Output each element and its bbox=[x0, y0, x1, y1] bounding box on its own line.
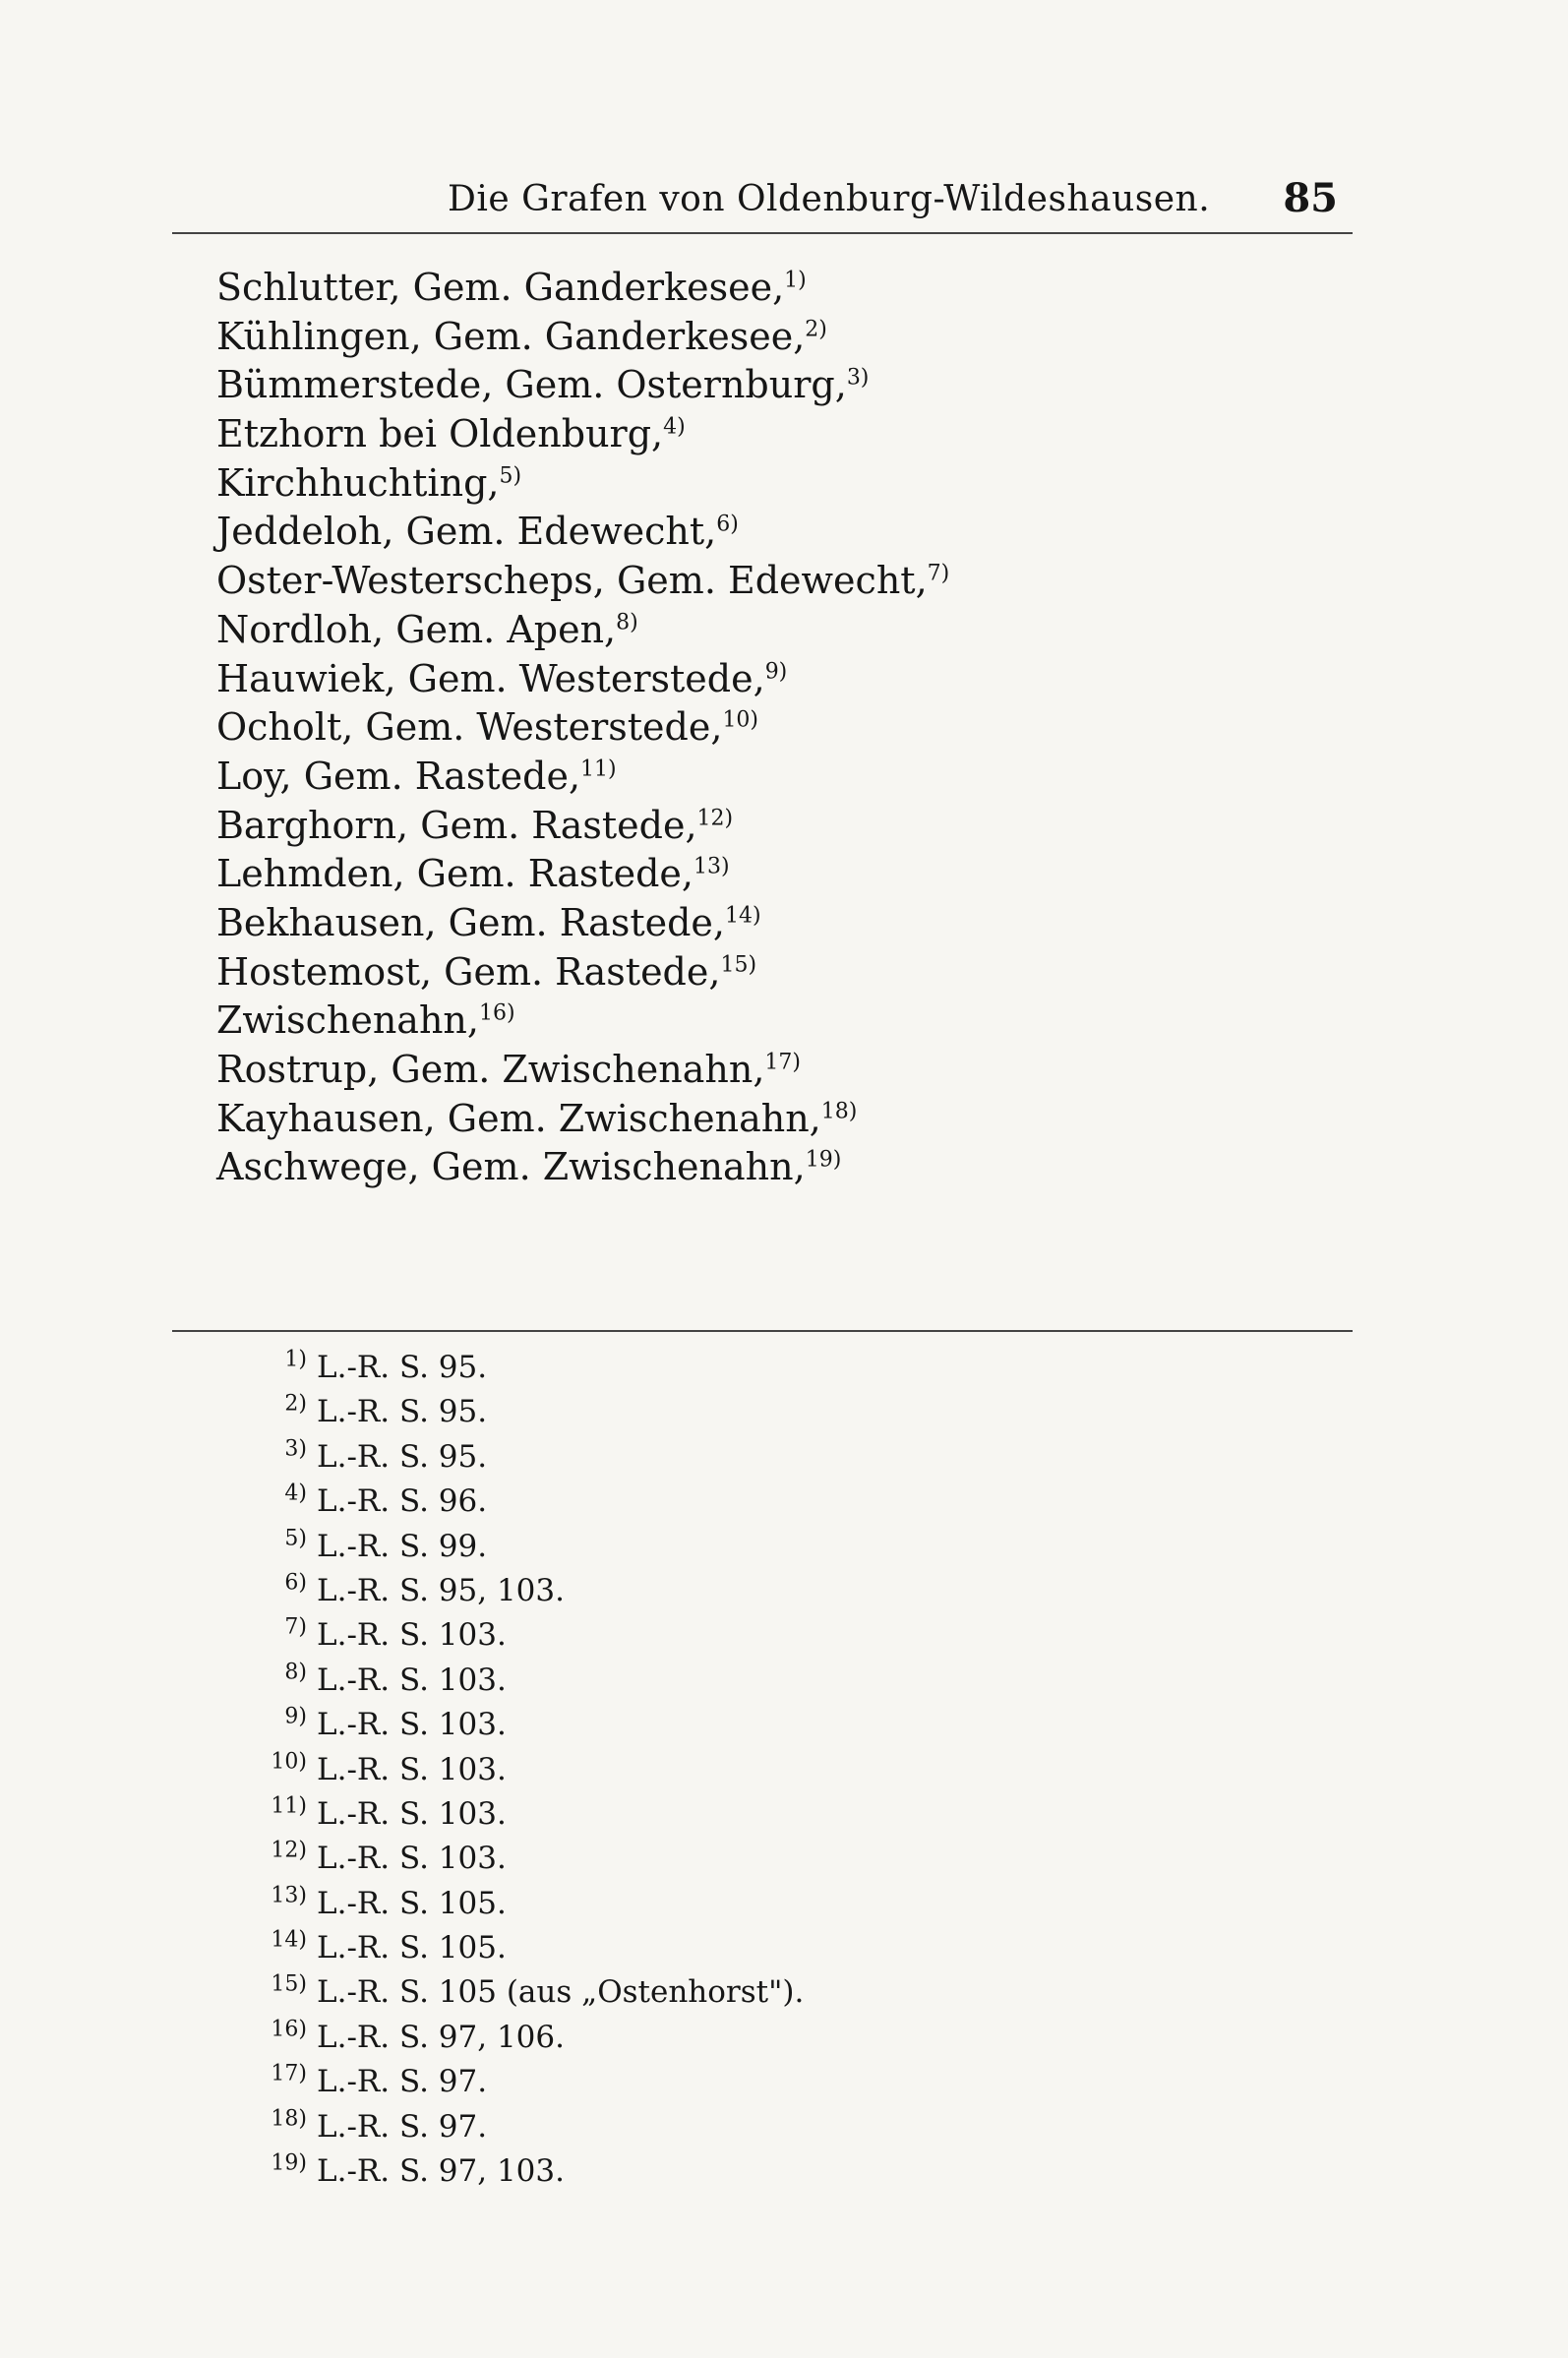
footnote-number-text: 13) bbox=[271, 1883, 307, 1908]
footnote-text: L.-R. S. 97. bbox=[317, 2064, 488, 2100]
footnote bbox=[246, 1390, 1131, 1434]
place-entry-text: Zwischenahn, bbox=[216, 998, 479, 1043]
footnote-text: L.-R. S. 97, 103. bbox=[317, 2153, 565, 2190]
footnote-number bbox=[246, 1748, 307, 1792]
place-entry-text: Hauwiek, Gem. Westerstede, bbox=[216, 656, 765, 700]
place-entry-text: Bümmerstede, Gem. Osternburg, bbox=[216, 363, 847, 407]
footnote-number-text: 3) bbox=[284, 1436, 307, 1462]
footnote-ref[interactable]: 13) bbox=[694, 854, 730, 879]
footnote-ref[interactable]: 14) bbox=[725, 903, 761, 929]
footnote-number bbox=[246, 1837, 307, 1881]
footnote bbox=[246, 1346, 1131, 1390]
footnote-number bbox=[246, 1346, 307, 1390]
footnote-number-text: 14) bbox=[271, 1927, 307, 1953]
footnote-number bbox=[246, 1703, 307, 1747]
footnote-ref[interactable]: 18) bbox=[820, 1099, 858, 1124]
footnote-ref[interactable]: 11) bbox=[580, 756, 617, 782]
footnote bbox=[246, 1480, 1131, 1524]
place-entry bbox=[216, 753, 1200, 802]
place-entry-text: Ocholt, Gem. Westerstede, bbox=[216, 705, 723, 750]
footnote-number bbox=[246, 1792, 307, 1837]
footnote-number bbox=[246, 1390, 307, 1434]
footnote-text: L.-R. S. 103. bbox=[317, 1707, 507, 1743]
footnote-text: L.-R. S. 97. bbox=[317, 2108, 488, 2145]
place-entry bbox=[216, 899, 1200, 948]
footnote-number-text: 5) bbox=[284, 1526, 307, 1551]
place-entry bbox=[216, 802, 1200, 851]
footnote-text: L.-R. S. 95. bbox=[317, 1394, 488, 1430]
footnote-number-text: 17) bbox=[271, 2061, 307, 2086]
place-entry-text: Lehmden, Gem. Rastede, bbox=[216, 852, 694, 896]
footnote-ref[interactable]: 7) bbox=[927, 561, 950, 586]
footnote bbox=[246, 1435, 1131, 1480]
place-entry-text: Loy, Gem. Rastede, bbox=[216, 754, 581, 798]
header-rule bbox=[172, 232, 1353, 234]
footnote-number bbox=[246, 1970, 307, 2015]
place-entry-text: Barghorn, Gem. Rastede, bbox=[216, 803, 697, 847]
running-header bbox=[172, 175, 1353, 232]
footnote bbox=[246, 1569, 1131, 1613]
place-entry bbox=[216, 1143, 1200, 1192]
footnote-number bbox=[246, 1525, 307, 1569]
footnote-number bbox=[246, 2149, 307, 2194]
footnote-number-text: 6) bbox=[284, 1570, 307, 1596]
footnote-ref[interactable]: 9) bbox=[764, 658, 788, 684]
footnote-text: L.-R. S. 95. bbox=[317, 1350, 488, 1385]
footnote-number bbox=[246, 2105, 307, 2149]
footnote bbox=[246, 1748, 1131, 1792]
footnote-ref[interactable]: 1) bbox=[784, 268, 807, 293]
place-entry bbox=[216, 313, 1200, 362]
place-entry bbox=[216, 459, 1200, 509]
footnote bbox=[246, 2016, 1131, 2060]
footnote-number bbox=[246, 1882, 307, 1926]
page-number: 85 bbox=[1283, 175, 1338, 221]
footnote-rule bbox=[172, 1330, 1353, 1332]
footnote-ref[interactable]: 5) bbox=[499, 463, 522, 489]
footnote-ref[interactable]: 4) bbox=[663, 414, 686, 440]
place-entry-text: Schlutter, Gem. Ganderkesee, bbox=[216, 266, 785, 309]
footnote-number bbox=[246, 1569, 307, 1613]
footnote-ref[interactable]: 8) bbox=[616, 610, 638, 635]
footnote-text: L.-R. S. 99. bbox=[317, 1528, 488, 1564]
footnote-text: L.-R. S. 105 (aus „Ostenhorst"). bbox=[317, 1974, 805, 2011]
place-entry bbox=[216, 997, 1200, 1046]
place-entry bbox=[216, 948, 1200, 998]
footnote-number-text: 10) bbox=[271, 1749, 307, 1775]
footnote bbox=[246, 2149, 1131, 2194]
footnote-text: L.-R. S. 103. bbox=[317, 1662, 507, 1698]
footnote-ref[interactable]: 12) bbox=[696, 805, 734, 830]
footnote-number bbox=[246, 1435, 307, 1480]
footnote bbox=[246, 1882, 1131, 1926]
footnote bbox=[246, 1659, 1131, 1703]
footnote-text: L.-R. S. 105. bbox=[317, 1930, 507, 1966]
footnote-number bbox=[246, 2016, 307, 2060]
footnote-number-text: 12) bbox=[271, 1838, 307, 1863]
place-entry-text: Bekhausen, Gem. Rastede, bbox=[216, 900, 725, 944]
place-entry-text: Oster-Westerscheps, Gem. Edewecht, bbox=[216, 559, 928, 603]
footnote bbox=[246, 1970, 1131, 2015]
place-entry bbox=[216, 1095, 1200, 1144]
place-entry bbox=[216, 557, 1200, 606]
footnote-text: L.-R. S. 95, 103. bbox=[317, 1572, 565, 1608]
footnote-number bbox=[246, 2060, 307, 2104]
footnote-text: L.-R. S. 105. bbox=[317, 1885, 507, 1921]
footnote-text: L.-R. S. 103. bbox=[317, 1751, 507, 1787]
footnote-ref[interactable]: 6) bbox=[716, 512, 739, 537]
running-title: Die Grafen von Oldenburg-Wildeshausen. bbox=[448, 179, 1211, 219]
footnote bbox=[246, 2060, 1131, 2104]
footnote-list bbox=[246, 1346, 1131, 2194]
footnote-number bbox=[246, 1926, 307, 1970]
footnote-text: L.-R. S. 103. bbox=[317, 1795, 507, 1832]
footnote-number-text: 7) bbox=[284, 1615, 307, 1641]
place-entry bbox=[216, 410, 1200, 459]
footnote-ref[interactable]: 19) bbox=[805, 1147, 842, 1173]
footnote-ref[interactable]: 15) bbox=[720, 951, 757, 977]
place-entry-text: Kayhausen, Gem. Zwischenahn, bbox=[216, 1096, 821, 1140]
footnote-number-text: 15) bbox=[271, 1972, 307, 1998]
footnote bbox=[246, 1703, 1131, 1747]
place-entry-text: Rostrup, Gem. Zwischenahn, bbox=[216, 1048, 765, 1091]
footnote bbox=[246, 2105, 1131, 2149]
place-entry-text: Kirchhuchting, bbox=[216, 460, 500, 505]
footnote bbox=[246, 1792, 1131, 1837]
footnote bbox=[246, 1525, 1131, 1569]
place-entry-text: Kühlingen, Gem. Ganderkesee, bbox=[216, 314, 806, 358]
footnote-ref[interactable]: 3) bbox=[846, 365, 870, 391]
footnote-number-text: 1) bbox=[284, 1347, 307, 1372]
footnote-number-text: 4) bbox=[284, 1481, 307, 1506]
footnote-ref[interactable]: 16) bbox=[478, 1000, 515, 1026]
footnote-ref[interactable]: 17) bbox=[764, 1050, 801, 1075]
place-entry bbox=[216, 264, 1200, 313]
footnote-number-text: 18) bbox=[271, 2106, 307, 2132]
place-entry-text: Aschwege, Gem. Zwischenahn, bbox=[216, 1145, 806, 1189]
footnote-text: L.-R. S. 97, 106. bbox=[317, 2019, 565, 2055]
footnote-number-text: 9) bbox=[284, 1704, 307, 1729]
footnote-ref[interactable]: 2) bbox=[805, 317, 827, 342]
footnote-number-text: 8) bbox=[284, 1660, 307, 1685]
footnote bbox=[246, 1837, 1131, 1881]
place-entry-text: Nordloh, Gem. Apen, bbox=[216, 607, 617, 651]
place-entry-text: Jeddeloh, Gem. Edewecht, bbox=[216, 510, 717, 554]
footnote-number bbox=[246, 1613, 307, 1658]
footnote-ref[interactable]: 10) bbox=[722, 707, 759, 733]
place-entry bbox=[216, 850, 1200, 899]
footnote-number-text: 19) bbox=[271, 2150, 307, 2176]
footnote-number bbox=[246, 1480, 307, 1524]
place-entry bbox=[216, 703, 1200, 753]
footnote-text: L.-R. S. 95. bbox=[317, 1438, 488, 1475]
footnote bbox=[246, 1926, 1131, 1970]
footnote bbox=[246, 1613, 1131, 1658]
footnote-text: L.-R. S. 96. bbox=[317, 1483, 488, 1520]
place-entry-text: Etzhorn bei Oldenburg, bbox=[216, 412, 664, 456]
place-entry bbox=[216, 1046, 1200, 1095]
footnote-text: L.-R. S. 103. bbox=[317, 1617, 507, 1654]
footnote-number-text: 16) bbox=[271, 2017, 307, 2042]
place-entry-text: Hostemost, Gem. Rastede, bbox=[216, 949, 721, 994]
footnote-text: L.-R. S. 103. bbox=[317, 1841, 507, 1877]
footnote-number-text: 11) bbox=[271, 1793, 307, 1819]
place-entry bbox=[216, 606, 1200, 655]
footnote-number bbox=[246, 1659, 307, 1703]
place-list bbox=[216, 264, 1200, 1192]
place-entry bbox=[216, 361, 1200, 410]
footnote-number-text: 2) bbox=[284, 1392, 307, 1418]
place-entry bbox=[216, 655, 1200, 704]
place-entry bbox=[216, 508, 1200, 557]
